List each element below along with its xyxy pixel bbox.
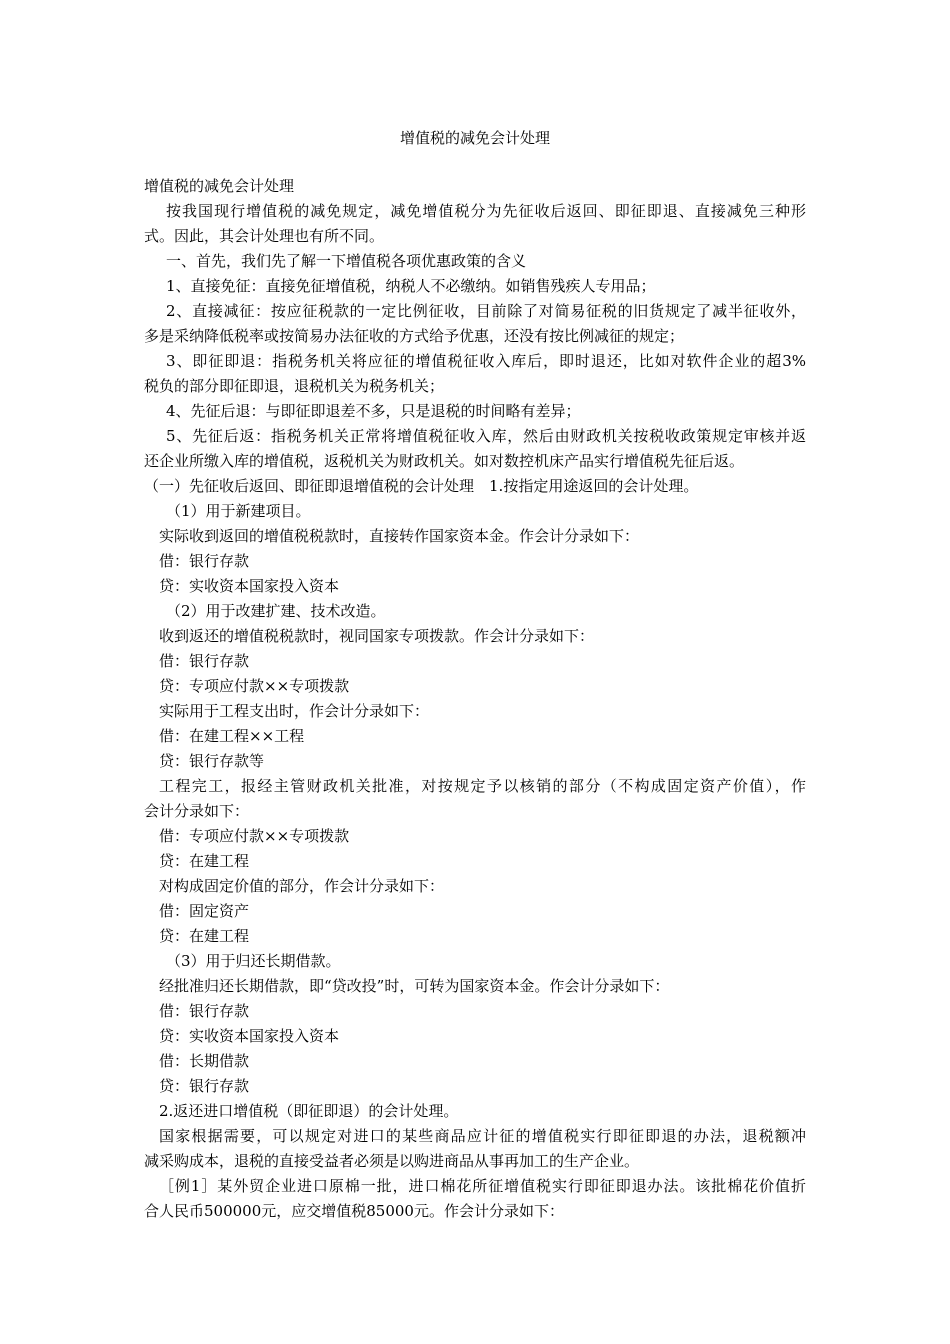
text-line: 贷：银行存款等 [159, 752, 265, 770]
text-line: 多是采纳降低税率或按简易办法征收的方式给予优惠，还没有按比例减征的规定； [144, 327, 685, 345]
text-line: （一）先征收后返回、即征即退增值税的会计处理 1.按指定用途返回的会计处理。 [144, 477, 699, 495]
text-line: 借：在建工程××工程 [159, 727, 305, 745]
text-line: 实际用于工程支出时，作会计分录如下： [159, 702, 430, 720]
text-line: 2、直接减征：按应征税款的一定比例征收，目前除了对简易征税的旧货规定了减半征收外， [166, 302, 806, 320]
text-line: 借：固定资产 [159, 902, 250, 920]
text-line: 贷：实收资本国家投入资本 [159, 577, 340, 595]
text-line: 实际收到返回的增值税税款时，直接转作国家资本金。作会计分录如下： [159, 527, 640, 545]
text-line: 收到返还的增值税税款时，视同国家专项拨款。作会计分录如下： [159, 627, 595, 645]
text-line: 按我国现行增值税的减免规定，减免增值税分为先征收后返回、即征即退、直接减免三种形 [166, 202, 806, 220]
text-line: ［例1］某外贸企业进口原棉一批，进口棉花所征增值税实行即征即退办法。该批棉花价值折 [159, 1177, 806, 1195]
text-line: 贷：银行存款 [159, 1077, 250, 1095]
text-line: 借：银行存款 [159, 1002, 250, 1020]
text-line: 合人民币500000元，应交增值税85000元。作会计分录如下： [144, 1202, 564, 1220]
text-line: 工程完工，报经主管财政机关批准，对按规定予以核销的部分（不构成固定资产价值），作 [159, 777, 806, 795]
text-line: 国家根据需要，可以规定对进口的某些商品应计征的增值税实行即征即退的办法，退税额冲 [159, 1127, 806, 1145]
text-line: 会计分录如下： [144, 802, 250, 820]
document-title: 增值税的减免会计处理 [399, 129, 550, 147]
text-line: 借：长期借款 [159, 1052, 250, 1070]
document-body [144, 174, 806, 1224]
text-line: 3、即征即退：指税务机关将应征的增值税征收入库后，即时退还，比如对软件企业的超3% [166, 352, 806, 370]
text-line: 还企业所缴入库的增值税，返税机关为财政机关。如对数控机床产品实行增值税先征后返。 [144, 452, 745, 470]
text-line: 贷：实收资本国家投入资本 [159, 1027, 340, 1045]
text-line: 增值税的减免会计处理 [144, 177, 295, 195]
text-line: 一、首先，我们先了解一下增值税各项优惠政策的含义 [166, 252, 527, 270]
text-line: （2）用于改建扩建、技术改造。 [166, 602, 386, 620]
text-line: （3）用于归还长期借款。 [166, 952, 341, 970]
text-line: 减采购成本，退税的直接受益者必须是以购进商品从事再加工的生产企业。 [144, 1152, 640, 1170]
text-line: 1、直接免征：直接免征增值税，纳税人不必缴纳。如销售残疾人专用品； [166, 277, 656, 295]
text-line: 贷：在建工程 [159, 927, 250, 945]
text-line: 贷：专项应付款××专项拨款 [159, 677, 350, 695]
text-line: 借：专项应付款××专项拨款 [159, 827, 350, 845]
text-line: （1）用于新建项目。 [166, 502, 311, 520]
text-line: 对构成固定价值的部分，作会计分录如下： [159, 877, 445, 895]
text-line: 税负的部分即征即退，退税机关为税务机关； [144, 377, 445, 395]
text-line: 贷：在建工程 [159, 852, 250, 870]
text-line: 5、先征后返：指税务机关正常将增值税征收入库，然后由财政机关按税收政策规定审核并返 [166, 427, 806, 445]
text-line: 借：银行存款 [159, 552, 250, 570]
text-line: 4、先征后退：与即征即退差不多，只是退税的时间略有差异； [166, 402, 581, 420]
text-line: 式。因此，其会计处理也有所不同。 [144, 227, 385, 245]
text-line: 2.返还进口增值税（即征即退）的会计处理。 [159, 1102, 459, 1120]
text-line: 借：银行存款 [159, 652, 250, 670]
text-line: 经批准归还长期借款，即“贷改投”时，可转为国家资本金。作会计分录如下： [159, 977, 670, 995]
